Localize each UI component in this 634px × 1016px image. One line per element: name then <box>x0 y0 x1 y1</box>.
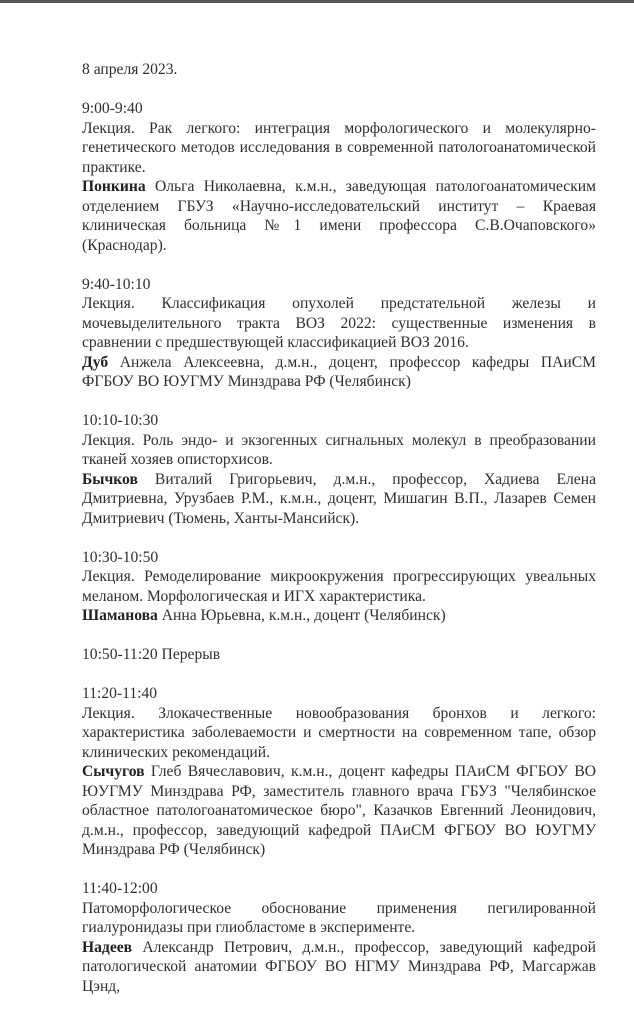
session-2 <box>82 275 596 392</box>
speaker-surname: Надеев <box>82 938 133 956</box>
speaker-surname: Понкина <box>82 178 146 195</box>
session-time: 11:40-12:00 <box>82 880 158 897</box>
session-1 <box>82 99 596 255</box>
program-date: 8 апреля 2023. <box>82 61 178 78</box>
document-page <box>82 60 596 1016</box>
session-title: Патоморфологическое обоснование применения пегилированной гиалуронидазы при глиобластоме в эксперименте. <box>82 899 596 936</box>
session-3 <box>82 411 596 528</box>
speaker-surname: Дуб <box>82 353 109 371</box>
session-speaker <box>82 938 596 997</box>
session-title: Лекция. Ремоделирование микроокружения прогрессирующих увеальных меланом. Морфологическая и ИГХ характеристика. <box>82 568 596 605</box>
session-title: Лекция. Роль эндо- и экзогенных сигнальных молекул в преобразовании тканей хозяев описторхисов. <box>82 431 596 468</box>
speaker-surname: Шаманова <box>82 607 158 624</box>
session-speaker <box>82 762 596 860</box>
session-6 <box>82 879 596 996</box>
session-4 <box>82 548 596 626</box>
break-block <box>82 645 596 665</box>
speaker-details: Александр Петрович, д.м.н., профессор, заведующий кафедрой патологической анатомии ФГБОУ ВО НГМУ Минздрава РФ, Магсаржав Цэнд, <box>82 938 596 995</box>
session-time: 9:40-10:10 <box>82 275 151 293</box>
speaker-details: Глеб Вячеславович, к.м.н., доцент кафедры ПАиСМ ФГБОУ ВО ЮУГМУ Минздрава РФ, заместитель главного врача ГБУЗ "Челябинское областное патологоанатомическое бюро", Казачков Евгенний Леонидович, д.м.н., профессор, заведующий кафедрой ПАиСМ ФГБОУ ВО ЮУГМУ Минздрава РФ (Челябинск) <box>82 763 596 858</box>
session-title: Лекция. Классификация опухолей предстательной железы и мочевыделительного тракта ВОЗ 2022: существенные изменения в сравнении с предшествующей классификацией ВОЗ 2016. <box>82 295 596 351</box>
speaker-details: Анна Юрьевна, к.м.н., доцент (Челябинск) <box>157 607 446 624</box>
break-text: 10:50-11:20 Перерыв <box>82 646 221 663</box>
speaker-surname: Бычков <box>82 470 138 488</box>
speaker-surname: Сычугов <box>82 763 145 780</box>
session-speaker <box>82 470 596 529</box>
session-time: 9:00-9:40 <box>82 100 143 117</box>
session-title: Лекция. Злокачественные новообразования бронхов и легкого: характеристика заболеваемости и смертности на современном тапе, обзор клинических рекомендаций. <box>82 704 596 761</box>
session-time: 11:20-11:40 <box>82 685 158 702</box>
session-speaker <box>82 177 596 255</box>
session-time: 10:30-10:50 <box>82 548 159 566</box>
session-time: 10:10-10:30 <box>82 412 159 429</box>
speaker-details: Анжела Алексеевна, д.м.н., доцент, профессор кафедры ПАиСМ ФГБОУ ВО ЮУГМУ Минздрава РФ (Челябинск) <box>82 353 596 390</box>
speaker-details: Виталий Григорьевич, д.м.н., профессор, Хадиева Елена Дмитриевна, Урузбаев Р.М., к.м.н., доцент, Мишагин В.П., Лазарев Семен Дмитриевич (Тюмень, Ханты-Мансийск). <box>82 470 596 527</box>
session-speaker <box>82 353 596 392</box>
session-speaker <box>82 606 596 626</box>
session-5 <box>82 684 596 860</box>
top-border <box>0 0 634 3</box>
session-title: Лекция. Рак легкого: интеграция морфологического и молекулярно-генетического методов исследования в современной патологоанатомической практике. <box>82 119 596 176</box>
speaker-details: Ольга Николаевна, к.м.н., заведующая патологоанатомическим отделением ГБУЗ «Научно-исследовательский институт – Краевая клиническая больница №1 имени профессора С.В.Очаповского» (Краснодар). <box>82 178 596 254</box>
